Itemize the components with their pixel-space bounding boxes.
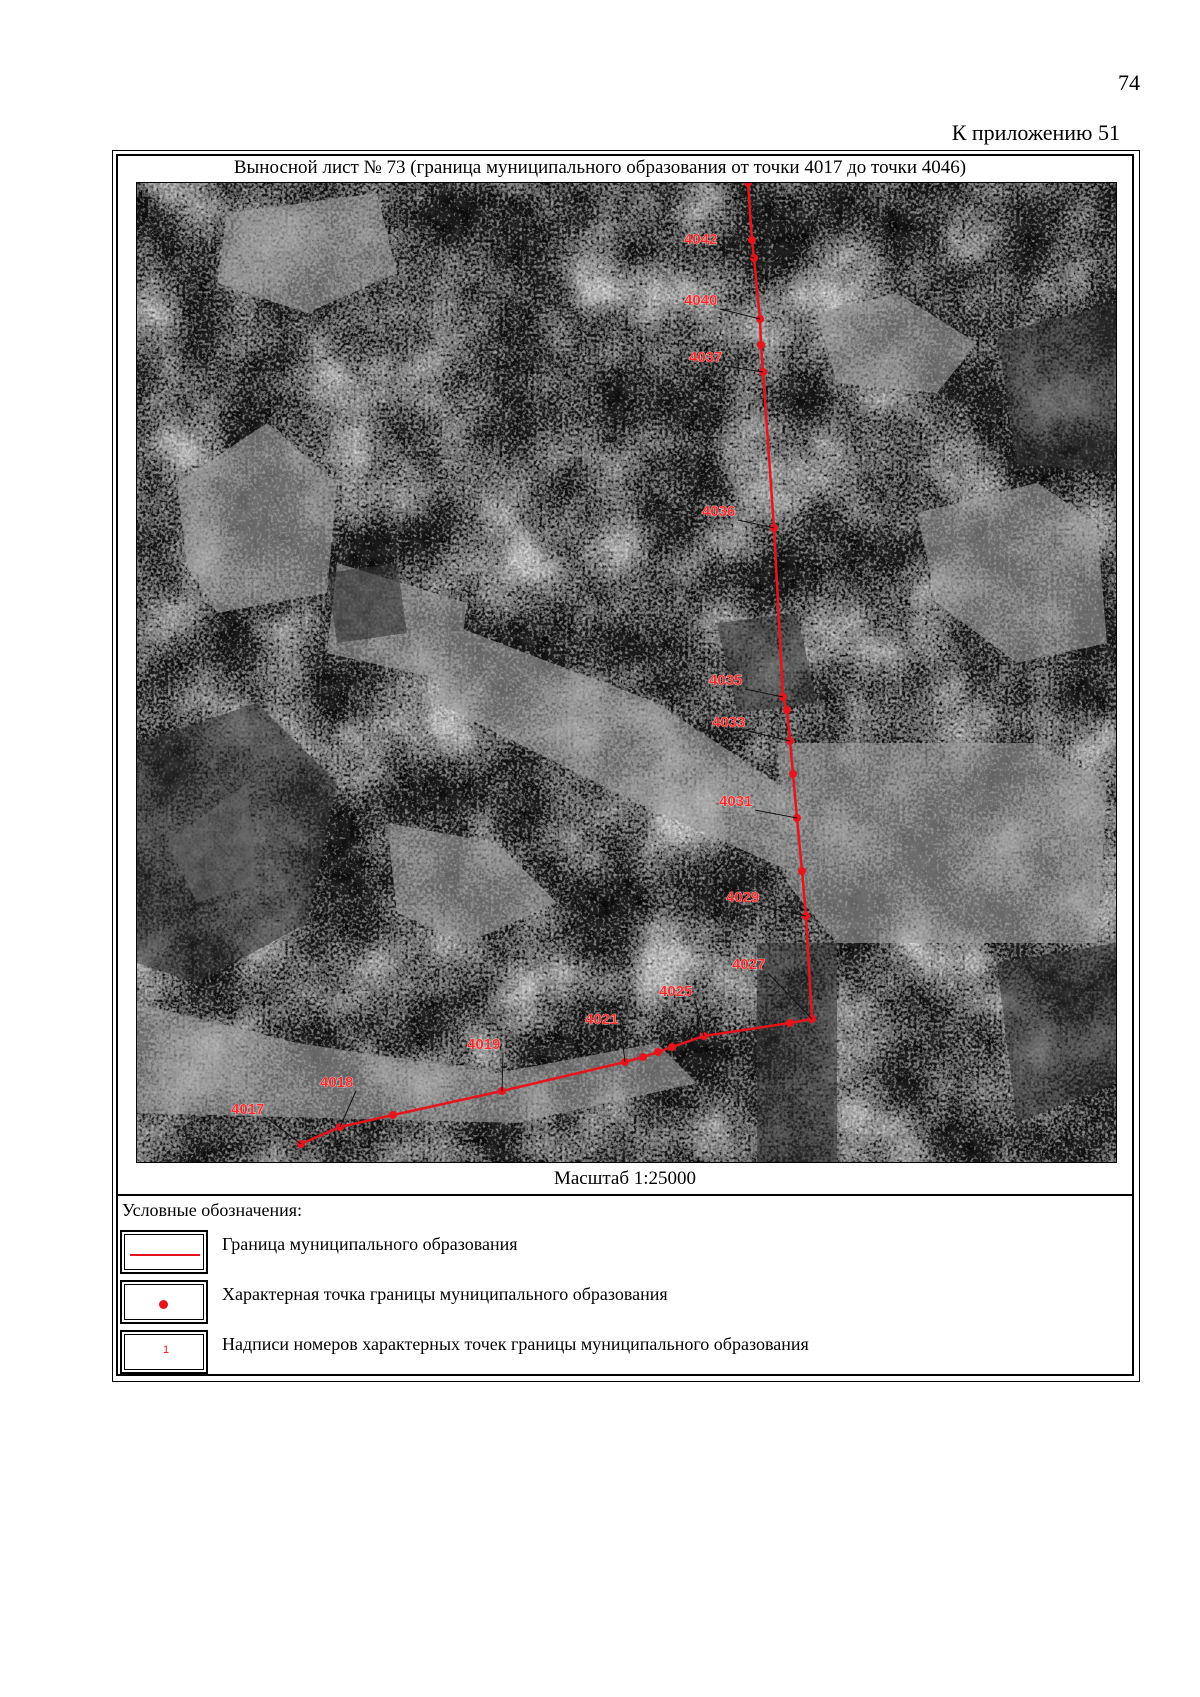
boundary-point-label: 4021	[585, 1011, 619, 1028]
legend-item-point	[120, 1280, 1120, 1326]
boundary-point-label: 4040	[684, 292, 718, 309]
aerial-map[interactable]	[136, 182, 1117, 1163]
legend-item-text: Граница муниципального образования	[222, 1234, 518, 1254]
boundary-point-label: 4033	[712, 714, 746, 731]
boundary-point-label: 4037	[689, 349, 723, 366]
boundary-point-label: 4027	[732, 956, 766, 973]
page-number: 74	[1118, 70, 1140, 95]
map-scale: Масштаб 1:25000	[553, 1168, 697, 1189]
legend-symbol-box	[120, 1230, 208, 1274]
boundary-point-label: 4031	[719, 793, 753, 810]
boundary-point[interactable]	[783, 706, 791, 714]
legend-item-boundary	[120, 1230, 1120, 1276]
legend-item-label	[120, 1330, 1120, 1376]
appendix-reference: К приложению 51	[951, 120, 1120, 145]
boundary-point-label: 4036	[702, 503, 736, 520]
legend-symbol-box	[120, 1280, 208, 1324]
boundary-point[interactable]	[639, 1053, 647, 1061]
point-label-symbol: 1	[162, 1344, 170, 1356]
legend-title: Условные обозначения:	[122, 1200, 303, 1220]
legend-item-text: Надписи номеров характерных точек границы муниципального образования	[222, 1334, 809, 1354]
legend-symbol-box	[120, 1330, 208, 1374]
boundary-point[interactable]	[668, 1043, 676, 1051]
boundary-line-symbol	[130, 1254, 200, 1256]
boundary-point[interactable]	[786, 1019, 794, 1027]
boundary-point[interactable]	[389, 1111, 397, 1119]
legend-item-text: Характерная точка границы муниципального образования	[222, 1284, 668, 1304]
boundary-point-label: 4029	[726, 889, 760, 906]
boundary-point[interactable]	[789, 770, 797, 778]
boundary-point[interactable]	[654, 1048, 662, 1056]
boundary-point-label: 4042	[684, 231, 718, 248]
boundary-point-label: 4018	[320, 1074, 354, 1091]
boundary-point[interactable]	[798, 867, 806, 875]
boundary-point[interactable]	[748, 236, 756, 244]
boundary-point[interactable]	[757, 341, 765, 349]
boundary-point-label: 4025	[659, 983, 693, 1000]
boundary-point-label: 4019	[467, 1036, 501, 1053]
boundary-point-label: 4035	[709, 672, 743, 689]
sheet-title: Выносной лист № 73 (граница муниципального образования от точки 4017 до точки 4046)	[233, 157, 967, 178]
boundary-point-label: 4017	[231, 1101, 265, 1118]
boundary-point-symbol	[159, 1300, 168, 1309]
legend-divider	[116, 1194, 1134, 1196]
